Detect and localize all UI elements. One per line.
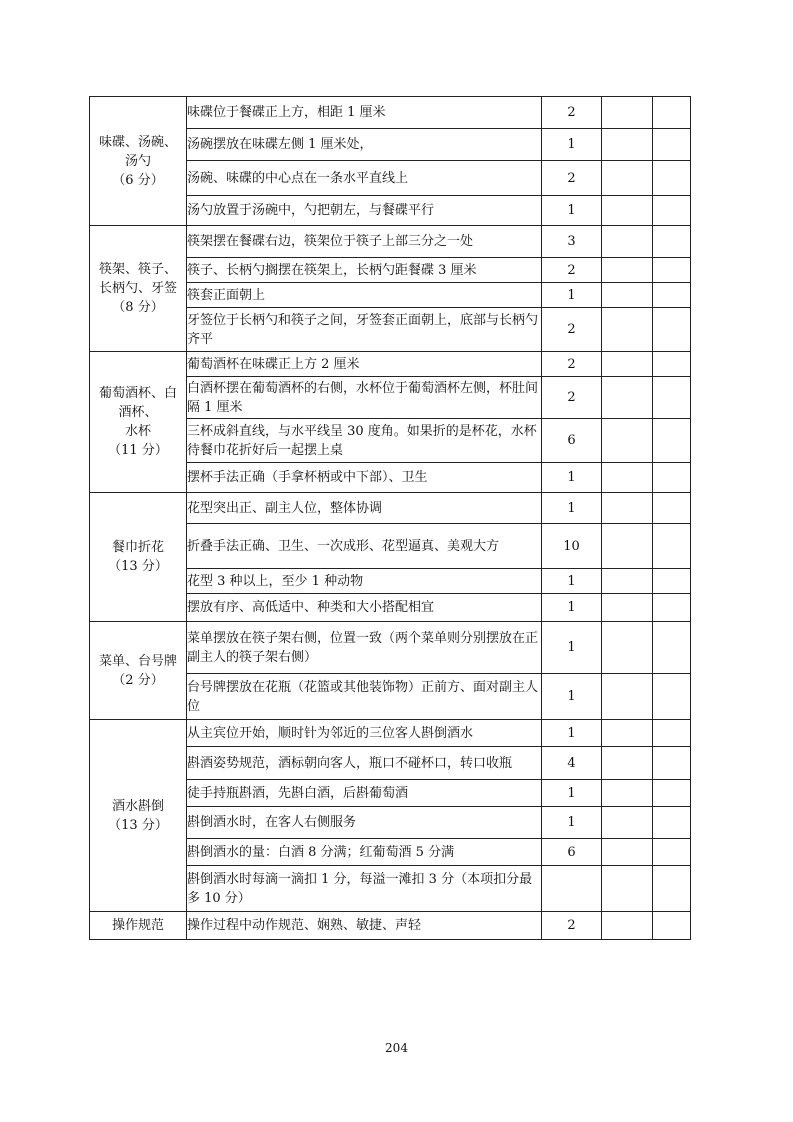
criterion-score: 2 [542,97,602,129]
criterion-text: 斟酒姿势规范，酒标朝向客人，瓶口不碰杯口，转口收瓶 [187,747,542,780]
blank-score-cell-b [653,594,691,622]
criterion-score: 4 [542,747,602,780]
blank-score-cell-a [602,912,653,940]
blank-score-cell-a [602,419,653,463]
category-label-line: 餐巾折花 [111,540,164,555]
blank-score-cell-b [653,674,691,720]
blank-score-cell-a [602,258,653,283]
blank-score-cell-a [602,569,653,594]
category-label-line: （13 分） [108,817,168,833]
criterion-score: 1 [542,594,602,622]
criterion-text: 斟倒酒水时，在客人右侧服务 [187,807,542,839]
criterion-text: 白酒杯摆在葡萄酒杯的右侧，水杯位于葡萄酒杯左侧，杯肚间隔 1 厘米 [187,377,542,419]
criterion-score [542,866,602,912]
criterion-score: 1 [542,493,602,524]
blank-score-cell-b [653,258,691,283]
blank-score-cell-b [653,720,691,747]
blank-score-cell-b [653,161,691,196]
criterion-score: 6 [542,419,602,463]
category-label-line: 长柄勺、牙签 [98,281,177,296]
blank-score-cell-b [653,524,691,569]
blank-score-cell-a [602,196,653,226]
criterion-text: 筷子、长柄勺搁摆在筷架上，长柄勺距餐碟 3 厘米 [187,258,542,283]
blank-score-cell-b [653,352,691,377]
table-row [90,97,691,129]
blank-score-cell-a [602,352,653,377]
table-row [90,226,691,258]
category-cell [90,622,187,720]
category-label-line: （8 分） [112,300,164,315]
blank-score-cell-a [602,839,653,866]
criterion-score: 3 [542,226,602,258]
blank-score-cell-b [653,196,691,226]
category-cell [90,493,187,622]
category-cell [90,97,187,226]
blank-score-cell-b [653,807,691,839]
criterion-text: 操作过程中动作规范、娴熟、敏捷、声轻 [187,912,542,940]
category-label-line: 菜单、台号牌 [98,653,177,669]
blank-score-cell-a [602,780,653,807]
blank-score-cell-b [653,839,691,866]
blank-score-cell-a [602,747,653,780]
blank-score-cell-a [602,493,653,524]
blank-score-cell-b [653,463,691,493]
page-number: 204 [385,1041,408,1055]
criterion-score: 1 [542,283,602,308]
category-cell [90,912,187,940]
criterion-text: 摆杯手法正确（手拿杯柄或中下部）、卫生 [187,463,542,493]
table-row [90,720,691,747]
blank-score-cell-a [602,807,653,839]
criterion-score: 1 [542,129,602,161]
criterion-text: 花型突出正、副主人位，整体协调 [187,493,542,524]
category-label-line: 筷架、筷子、 [98,262,177,277]
table-row [90,622,691,674]
criterion-text: 台号牌摆放在花瓶（花篮或其他装饰物）正前方、面对副主人位 [187,674,542,720]
criterion-score: 2 [542,258,602,283]
blank-score-cell-b [653,912,691,940]
blank-score-cell-a [602,226,653,258]
criterion-text: 三杯成斜直线，与水平线呈 30 度角。如果折的是杯花，水杯待餐巾花折好后一起摆上桌 [187,419,542,463]
category-label-line: （13 分） [108,559,168,574]
criterion-text: 汤勺放置于汤碗中，勺把朝左，与餐碟平行 [187,196,542,226]
criterion-text: 葡萄酒杯在味碟正上方 2 厘米 [187,352,542,377]
criterion-score: 2 [542,161,602,196]
blank-score-cell-b [653,377,691,419]
criterion-score: 2 [542,912,602,940]
criterion-score: 1 [542,720,602,747]
blank-score-cell-b [653,419,691,463]
blank-score-cell-b [653,747,691,780]
blank-score-cell-a [602,161,653,196]
blank-score-cell-b [653,129,691,161]
blank-score-cell-b [653,308,691,352]
criterion-text: 斟倒酒水时每滴一滴扣 1 分，每溢一滩扣 3 分（本项扣分最多 10 分） [187,866,542,912]
table-row [90,352,691,377]
blank-score-cell-a [602,674,653,720]
blank-score-cell-b [653,866,691,912]
criterion-score: 2 [542,377,602,419]
criterion-text: 筷套正面朝上 [187,283,542,308]
criterion-score: 1 [542,196,602,226]
blank-score-cell-b [653,226,691,258]
criterion-score: 1 [542,622,602,674]
category-label-line: 葡萄酒杯、白 [98,386,177,401]
criterion-score: 2 [542,352,602,377]
blank-score-cell-a [602,622,653,674]
criterion-text: 牙签位于长柄勺和筷子之间，牙签套正面朝上，底部与长柄勺齐平 [187,308,542,352]
blank-score-cell-b [653,493,691,524]
category-cell [90,352,187,493]
blank-score-cell-a [602,308,653,352]
blank-score-cell-a [602,720,653,747]
category-label-line: （11 分） [108,443,168,458]
category-cell [90,720,187,912]
blank-score-cell-a [602,377,653,419]
blank-score-cell-b [653,283,691,308]
category-label-line: （6 分） [112,172,164,188]
blank-score-cell-a [602,866,653,912]
blank-score-cell-b [653,780,691,807]
criterion-score: 2 [542,308,602,352]
blank-score-cell-a [602,129,653,161]
criterion-text: 汤碗摆放在味碟左侧 1 厘米处， [187,129,542,161]
category-label-line: 酒水斟倒 [111,798,164,814]
criterion-text: 汤碗、味碟的中心点在一条水平直线上 [187,161,542,196]
blank-score-cell-b [653,622,691,674]
criterion-score: 1 [542,807,602,839]
category-label-line: 味碟、汤碗、 [98,134,177,150]
category-cell [90,226,187,352]
criterion-score: 1 [542,674,602,720]
criterion-text: 摆放有序、高低适中、种类和大小搭配相宜 [187,594,542,622]
category-label-line: （2 分） [112,672,164,688]
category-label-line: 水杯 [124,424,151,439]
criterion-text: 徒手持瓶斟酒，先斟白酒，后斟葡萄酒 [187,780,542,807]
table-row [90,912,691,940]
blank-score-cell-a [602,463,653,493]
scoring-table [89,96,691,940]
blank-score-cell-a [602,524,653,569]
criterion-score: 1 [542,463,602,493]
category-label-line: 汤勺 [124,153,151,169]
criterion-text: 折叠手法正确、卫生、一次成形、花型逼真、美观大方 [187,524,542,569]
criterion-score: 1 [542,780,602,807]
category-label-line: 酒杯、 [118,405,158,420]
blank-score-cell-a [602,283,653,308]
criterion-text: 菜单摆放在筷子架右侧，位置一致（两个菜单则分别摆放在正副主人的筷子架右侧） [187,622,542,674]
category-label-line: 操作规范 [111,918,164,933]
blank-score-cell-a [602,594,653,622]
criterion-score: 1 [542,569,602,594]
table-row [90,493,691,524]
blank-score-cell-b [653,97,691,129]
blank-score-cell-a [602,97,653,129]
scoring-table-body [90,97,691,940]
criterion-text: 斟倒酒水的量：白酒 8 分满；红葡萄酒 5 分满 [187,839,542,866]
criterion-text: 花型 3 种以上，至少 1 种动物 [187,569,542,594]
criterion-score: 6 [542,839,602,866]
criterion-text: 从主宾位开始，顺时针为邻近的三位客人斟倒酒水 [187,720,542,747]
criterion-text: 味碟位于餐碟正上方，相距 1 厘米 [187,97,542,129]
blank-score-cell-b [653,569,691,594]
criterion-score: 10 [542,524,602,569]
criterion-text: 筷架摆在餐碟右边，筷架位于筷子上部三分之一处 [187,226,542,258]
